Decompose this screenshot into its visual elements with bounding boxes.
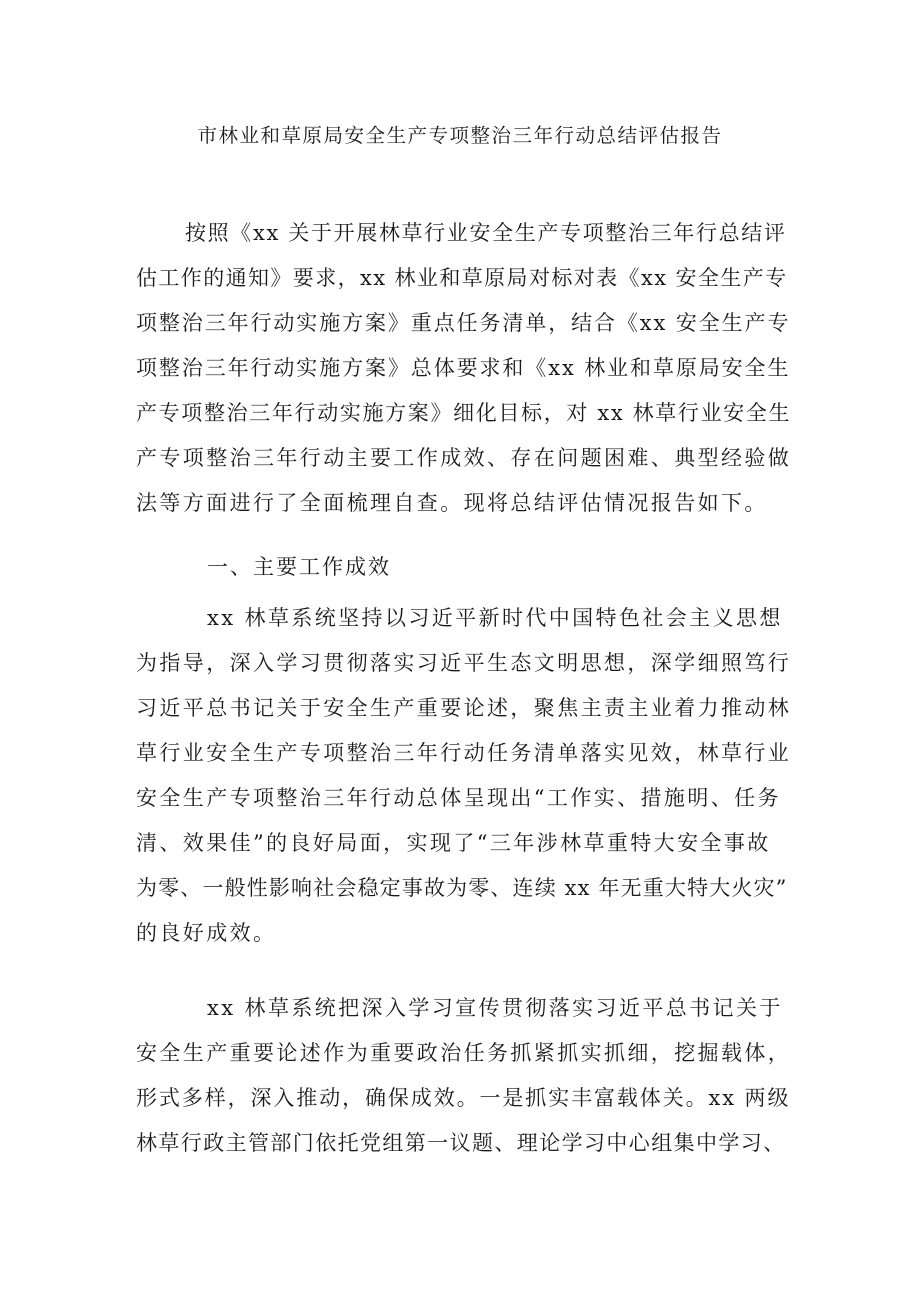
- paragraph-2-line-7: 为零、一般性影响社会稳定事故为零、连续 xx 年无重大特大火灾”: [136, 876, 788, 900]
- paragraph-1-line-6: 产专项整治三年行动主要工作成效、存在问题困难、典型经验做: [136, 446, 792, 470]
- paragraph-1-line-3: 项整治三年行动实施方案》重点任务清单，结合《xx 安全生产专: [136, 311, 791, 335]
- section-heading-1: 一、主要工作成效: [207, 555, 391, 579]
- paragraph-1-line-1: 按照《xx 关于开展林草行业安全生产专项整治三年行总结评: [185, 221, 787, 245]
- paragraph-2-line-6: 清、效果佳”的良好局面，实现了“三年涉林草重特大安全事故: [136, 831, 771, 855]
- paragraph-2-line-4: 草行业安全生产专项整治三年行动任务清单落实见效，林草行业: [136, 741, 792, 765]
- paragraph-2-line-5: 安全生产专项整治三年行动总体呈现出“工作实、措施明、任务: [136, 786, 781, 810]
- paragraph-2-line-3: 习近平总书记关于安全生产重要论述，聚焦主责主业着力推动林: [136, 696, 792, 720]
- paragraph-1-line-2: 估工作的通知》要求，xx 林业和草原局对标对表《xx 安全生产专: [136, 266, 788, 290]
- paragraph-3-line-4: 林草行政主管部门依托党组第一议题、理论学习中心组集中学习、: [136, 1131, 786, 1155]
- paragraph-2-line-1: xx 林草系统坚持以习近平新时代中国特色社会主义思想: [207, 606, 783, 630]
- paragraph-1-line-5: 产专项整治三年行动实施方案》细化目标，对 xx 林草行业安全生: [136, 401, 792, 425]
- paragraph-3-line-3: 形式多样，深入推动，确保成效。一是抓实丰富载体关。xx 两级: [136, 1086, 791, 1110]
- paragraph-3-line-2: 安全生产重要论述作为重要政治任务抓紧抓实抓细，挖掘载体，: [136, 1041, 792, 1065]
- paragraph-2-line-2: 为指导，深入学习贯彻落实习近平生态文明思想，深学细照笃行: [136, 651, 792, 675]
- paragraph-2-line-8: 的良好成效。: [136, 921, 277, 945]
- paragraph-3-line-1: xx 林草系统把深入学习宣传贯彻落实习近平总书记关于: [207, 996, 783, 1020]
- paragraph-1-line-7: 法等方面进行了全面梳理自查。现将总结评估情况报告如下。: [136, 491, 768, 515]
- paragraph-1-line-4: 项整治三年行动实施方案》总体要求和《xx 林业和草原局安全生: [136, 356, 791, 380]
- document-title: 市林业和草原局安全生产专项整治三年行动总结评估报告: [197, 124, 723, 147]
